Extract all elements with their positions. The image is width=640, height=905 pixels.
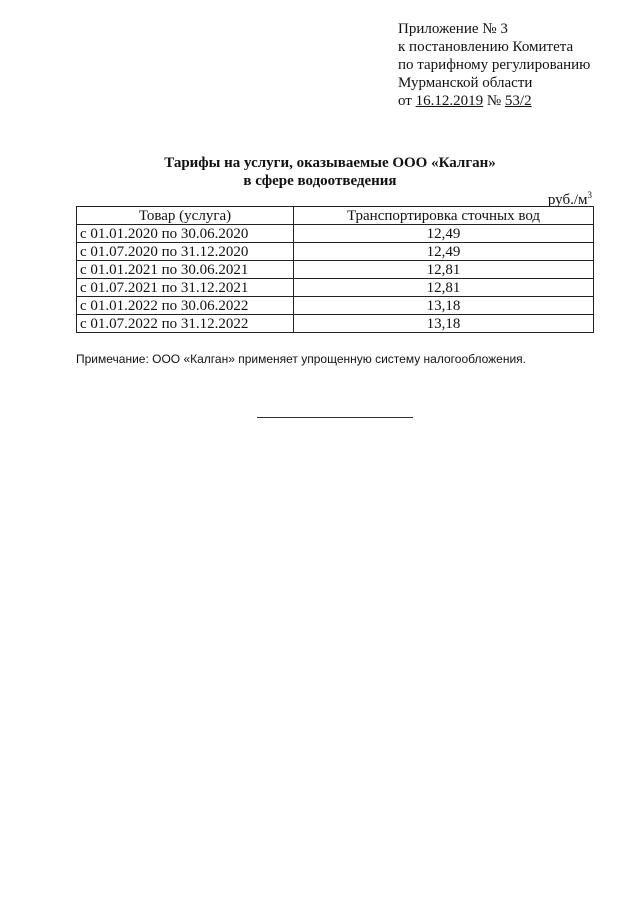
- period-cell: с 01.01.2021 по 30.06.2021: [77, 261, 294, 279]
- period-cell: с 01.01.2022 по 30.06.2022: [77, 297, 294, 315]
- resolution-number: 53/2: [504, 93, 532, 109]
- column-header-transport: Транспортировка сточных вод: [294, 207, 594, 225]
- table-row: [77, 297, 594, 315]
- appendix-line: Мурманской области: [398, 75, 533, 91]
- tariff-value-cell: 12,81: [294, 279, 594, 297]
- table-row: [77, 261, 594, 279]
- document-title: [0, 154, 640, 190]
- title-line-2: в сфере водоотведения: [243, 173, 397, 189]
- resolution-date: 16.12.2019: [415, 93, 484, 109]
- table-row: [77, 315, 594, 333]
- date-prefix: от: [398, 93, 416, 109]
- footnote: Примечание: ООО «Калган» применяет упрощенную систему налогообложения.: [76, 352, 526, 366]
- appendix-line: по тарифному регулированию: [398, 57, 591, 73]
- period-cell: с 01.07.2021 по 31.12.2021: [77, 279, 294, 297]
- tariff-table: [76, 206, 594, 333]
- unit-base: руб./м: [547, 192, 588, 208]
- tariff-value-cell: 13,18: [294, 297, 594, 315]
- appendix-date-line: [398, 92, 590, 110]
- tariff-value-cell: 12,49: [294, 225, 594, 243]
- appendix-title: Приложение № 3: [398, 21, 508, 37]
- column-header-service: Товар (услуга): [77, 207, 294, 225]
- table-header-row: [77, 207, 594, 225]
- table-row: [77, 243, 594, 261]
- closing-divider: [257, 417, 413, 418]
- period-cell: с 01.07.2020 по 31.12.2020: [77, 243, 294, 261]
- table-row: [77, 279, 594, 297]
- tariff-value-cell: 13,18: [294, 315, 594, 333]
- tariff-value-cell: 12,81: [294, 261, 594, 279]
- tariff-value-cell: 12,49: [294, 243, 594, 261]
- title-line-1: Тарифы на услуги, оказываемые ООО «Калган»: [164, 155, 496, 171]
- table-row: [77, 225, 594, 243]
- period-cell: с 01.01.2020 по 30.06.2020: [77, 225, 294, 243]
- unit-exponent: 3: [587, 190, 592, 200]
- appendix-line: к постановлению Комитета: [398, 39, 574, 55]
- appendix-header: [398, 20, 590, 110]
- period-cell: с 01.07.2022 по 31.12.2022: [77, 315, 294, 333]
- number-prefix: №: [483, 93, 505, 109]
